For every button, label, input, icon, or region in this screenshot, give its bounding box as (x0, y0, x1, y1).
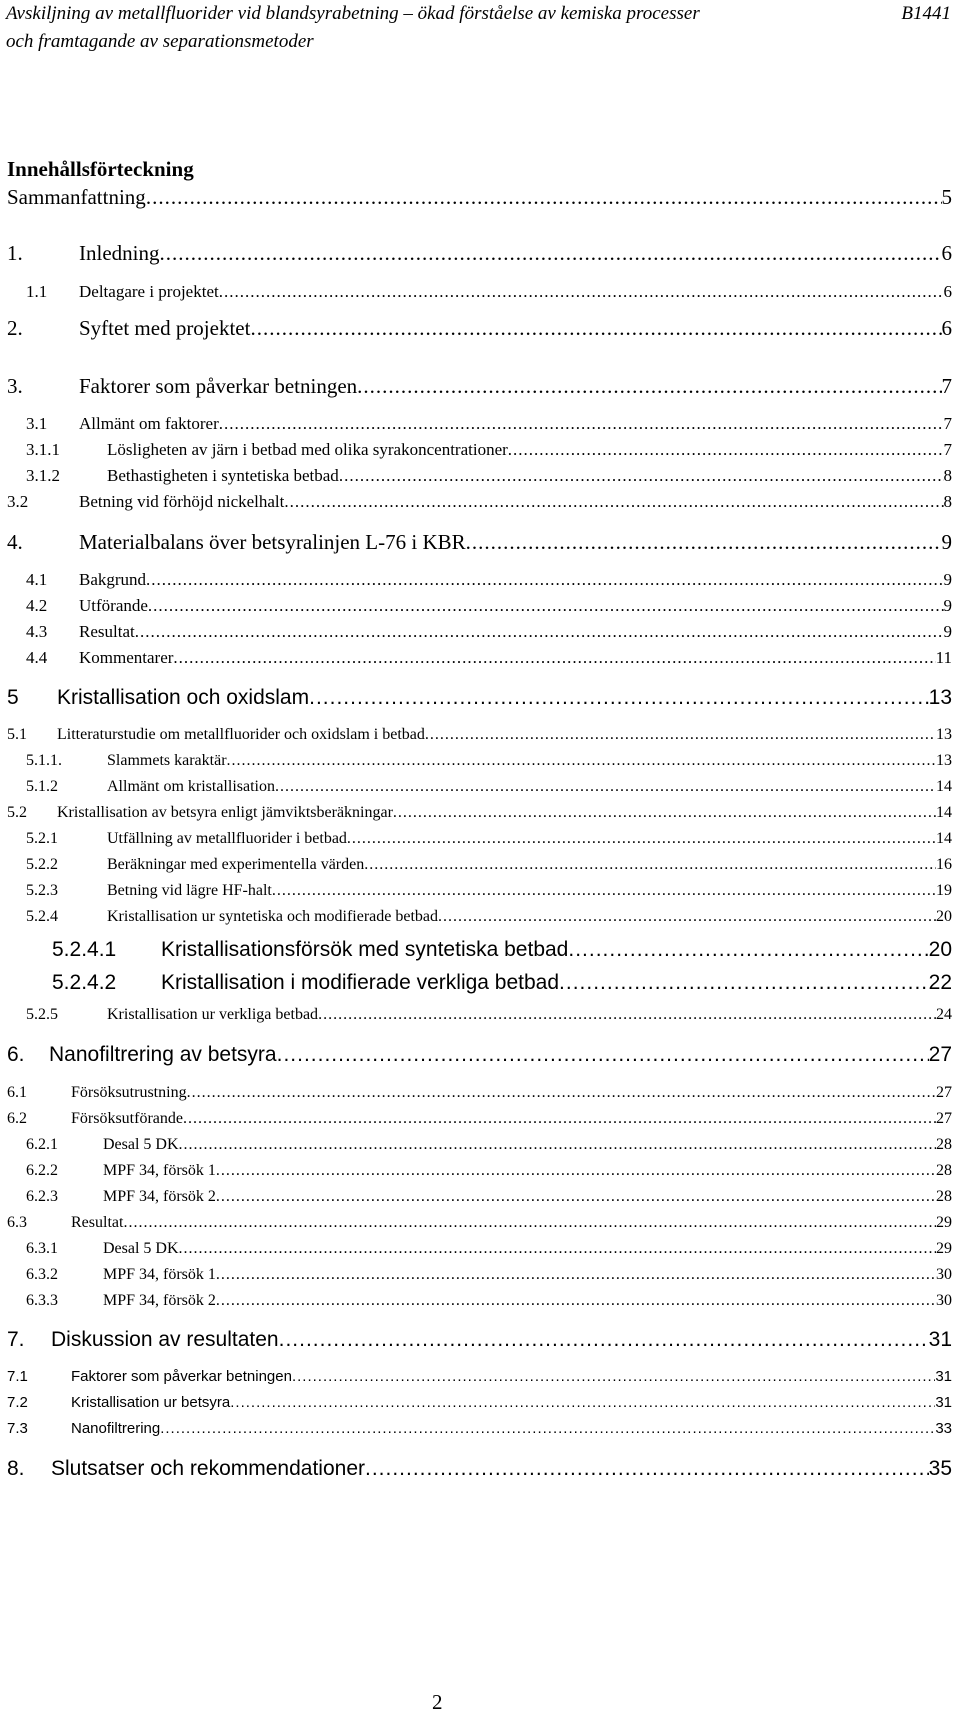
toc-entry-title: Diskussion av resultaten (51, 1328, 279, 1351)
toc-entry-page: 14 (936, 830, 952, 847)
toc-dot-leader (160, 1420, 935, 1438)
toc-entry-title: Beräkningar med experimentella värden (107, 856, 365, 873)
toc-entry-number: 5.2 (7, 804, 27, 821)
toc-entry-number: 4.3 (26, 622, 48, 641)
toc-entry-title: MPF 34, försök 2 (103, 1292, 216, 1309)
toc-entry[interactable] (26, 282, 952, 302)
toc-dot-leader (309, 685, 929, 710)
toc-entry-page: 28 (936, 1136, 952, 1153)
header-title-line-2: och framtagande av separationsmetoder (6, 31, 314, 52)
toc-dot-leader (568, 937, 928, 962)
toc-entry-number: 3.1 (26, 414, 48, 433)
toc-entry-page: 29 (936, 1240, 952, 1257)
toc-entry-title: Resultat (71, 1214, 124, 1231)
toc-heading: Innehållsförteckning (7, 157, 194, 181)
toc-entry[interactable] (26, 596, 952, 616)
toc-entry[interactable] (26, 466, 952, 486)
toc-entry-title: Kristallisation i modifierade verkliga betbad (161, 971, 560, 994)
toc-entry[interactable] (26, 414, 952, 434)
toc-entry[interactable] (26, 1187, 952, 1206)
toc-entry[interactable] (26, 1161, 952, 1180)
toc-entry[interactable] (26, 1135, 952, 1154)
toc-entry[interactable] (7, 1042, 952, 1067)
toc-entry-title: Betning vid lägre HF-halt (107, 882, 272, 899)
toc-entry-page: 13 (936, 752, 952, 769)
toc-entry-title: Utfällning av metallfluorider i betbad (107, 830, 347, 847)
toc-dot-leader (219, 282, 944, 302)
toc-entry-number: 6. (7, 1043, 25, 1066)
toc-dot-leader (347, 829, 936, 848)
toc-entry[interactable] (7, 316, 952, 341)
toc-entry-number: 7. (7, 1328, 25, 1351)
toc-entry-number: 5.1.2 (26, 778, 58, 795)
toc-entry-page: 27 (936, 1084, 952, 1101)
toc-entry-page: 28 (936, 1188, 952, 1205)
toc-entry-number: 4.2 (26, 596, 48, 615)
toc-entry[interactable] (26, 570, 952, 590)
toc-entry-page: 33 (935, 1420, 952, 1437)
toc-entry-number: 6.2.1 (26, 1136, 58, 1153)
toc-entry[interactable] (26, 907, 952, 926)
toc-entry-title: Nanofiltrering (71, 1420, 161, 1437)
toc-dot-leader (148, 596, 944, 616)
toc-entry-title: Kommentarer (79, 648, 174, 667)
toc-entry-number: 5.2.3 (26, 882, 58, 899)
toc-entry-number: 6.3.2 (26, 1266, 58, 1283)
toc-entry-number: 6.3 (7, 1214, 27, 1231)
toc-dot-leader (159, 241, 941, 266)
toc-dot-leader (339, 466, 944, 486)
toc-entry[interactable] (52, 937, 952, 962)
toc-dot-leader (227, 751, 936, 770)
toc-entry-page: 7 (941, 374, 952, 398)
toc-dot-leader (364, 855, 936, 874)
toc-entry-number: 7.1 (7, 1368, 28, 1385)
toc-entry-title: Faktorer som påverkar betningen (79, 374, 358, 398)
toc-entry-title: Desal 5 DK (103, 1240, 179, 1257)
toc-dot-leader (230, 1394, 935, 1412)
toc-entry-page: 30 (936, 1292, 952, 1309)
toc-entry-page: 27 (928, 1043, 952, 1066)
toc-entry[interactable] (7, 492, 952, 512)
toc-entry-title: Resultat (79, 622, 135, 641)
toc-entry[interactable] (26, 1291, 952, 1310)
toc-entry-number: 3.2 (7, 492, 29, 511)
toc-entry-title: Kristallisation ur syntetiska och modifierade betbad (107, 908, 439, 925)
toc-entry-page: 29 (936, 1214, 952, 1231)
toc-entry-page: 9 (943, 570, 952, 589)
toc-entry[interactable] (26, 648, 952, 668)
toc-dot-leader (187, 1083, 936, 1102)
toc-entry[interactable] (26, 1005, 952, 1024)
toc-entry[interactable] (26, 1239, 952, 1258)
toc-entry-page: 9 (943, 596, 952, 615)
toc-entry-title: Sammanfattning (7, 185, 146, 209)
toc-entry-title: Allmänt om kristallisation (107, 778, 275, 795)
toc-entry[interactable] (52, 970, 952, 995)
toc-entry-title: Allmänt om faktorer (79, 414, 219, 433)
toc-entry-number: 5.2.2 (26, 856, 58, 873)
toc-dot-leader (292, 1368, 935, 1386)
toc-entry-page: 14 (936, 804, 952, 821)
toc-entry-number: 5 (7, 686, 19, 709)
toc-entry-title: Slammets karaktär (107, 752, 227, 769)
toc-entry-page: 31 (935, 1368, 952, 1385)
toc-entry[interactable] (7, 685, 952, 710)
toc-entry-title: Kristallisation av betsyra enligt jämviktsberäkningar (57, 804, 393, 821)
toc-entry[interactable] (26, 881, 952, 900)
toc-entry-title: Kristallisationsförsök med syntetiska betbad (161, 938, 569, 961)
toc-entry-number: 1. (7, 241, 23, 265)
toc-entry-title: Lösligheten av järn i betbad med olika syrakoncentrationer (107, 440, 508, 459)
toc-dot-leader (173, 648, 935, 668)
toc-dot-leader (284, 492, 943, 512)
toc-entry-title: Kristallisation och oxidslam (57, 686, 310, 709)
toc-entry-page: 11 (935, 648, 952, 667)
toc-entry-number: 6.3.1 (26, 1240, 58, 1257)
toc-entry-page: 5 (941, 185, 952, 209)
toc-entry-title: MPF 34, försök 1 (103, 1266, 216, 1283)
toc-entry-page: 9 (943, 622, 952, 641)
toc-entry[interactable] (26, 1265, 952, 1284)
toc-entry-page: 9 (941, 530, 952, 554)
toc-entry-number: 3.1.2 (26, 466, 60, 485)
toc-entry[interactable] (7, 530, 952, 555)
toc-dot-leader (365, 1456, 929, 1481)
toc-entry-title: Faktorer som påverkar betningen (71, 1368, 292, 1385)
toc-entry-title: Försöksutrustning (71, 1084, 187, 1101)
toc-entry-page: 13 (936, 726, 952, 743)
toc-dot-leader (146, 570, 943, 590)
toc-entry[interactable] (26, 777, 952, 796)
toc-entry[interactable] (26, 751, 952, 770)
toc-entry-page: 27 (936, 1110, 952, 1127)
toc-entry-title: Bakgrund (79, 570, 147, 589)
toc-entry-page: 16 (936, 856, 952, 873)
toc-dot-leader (559, 970, 929, 995)
toc-entry-page: 7 (943, 414, 952, 433)
toc-entry[interactable] (7, 1394, 952, 1412)
toc-entry-number: 5.2.4.2 (52, 971, 117, 994)
toc-dot-leader (277, 1042, 929, 1067)
toc-dot-leader (123, 1213, 936, 1232)
toc-entry[interactable] (7, 725, 952, 744)
toc-entry-number: 6.3.3 (26, 1292, 58, 1309)
toc-entry[interactable] (26, 440, 952, 460)
toc-dot-leader (216, 1187, 936, 1206)
toc-entry-page: 14 (936, 778, 952, 795)
toc-entry-number: 7.2 (7, 1394, 28, 1411)
toc-dot-leader (135, 622, 944, 642)
toc-entry-page: 13 (928, 686, 952, 709)
toc-dot-leader (425, 725, 936, 744)
toc-entry-title: Nanofiltrering av betsyra (49, 1043, 277, 1066)
toc-entry-number: 7.3 (7, 1420, 28, 1437)
toc-entry[interactable] (7, 1368, 952, 1386)
toc-entry-number: 4.1 (26, 570, 48, 589)
toc-entry[interactable] (7, 1327, 952, 1352)
toc-entry-title: Deltagare i projektet (79, 282, 219, 301)
toc-entry-number: 5.1 (7, 726, 27, 743)
toc-entry-number: 5.2.5 (26, 1006, 58, 1023)
toc-entry[interactable] (7, 241, 952, 266)
toc-entry[interactable] (7, 1420, 952, 1438)
toc-entry-title: Kristallisation ur betsyra (71, 1394, 231, 1411)
toc-entry-page: 31 (928, 1328, 952, 1351)
toc-entry-page: 8 (943, 492, 952, 511)
toc-entry-page: 6 (941, 316, 952, 340)
toc-dot-leader (275, 777, 936, 796)
toc-entry-page: 20 (936, 908, 952, 925)
toc-entry[interactable] (7, 1213, 952, 1232)
toc-entry-number: 6.1 (7, 1084, 27, 1101)
toc-entry-title: Materialbalans över betsyralinjen L-76 i KBR (79, 530, 466, 554)
toc-entry-number: 1.1 (26, 282, 48, 301)
toc-entry-page: 7 (943, 440, 952, 459)
toc-entry-title: Bethastigheten i syntetiska betbad (107, 466, 339, 485)
toc-dot-leader (219, 414, 944, 434)
toc-entry-title: Försöksutförande (71, 1110, 183, 1127)
toc-dot-leader (250, 316, 941, 341)
toc-entry[interactable] (7, 1456, 952, 1481)
header-title-line-1: Avskiljning av metallfluorider vid blandsyrabetning – ökad förståelse av kemiska processer (6, 3, 700, 24)
toc-dot-leader (179, 1135, 936, 1154)
toc-entry[interactable] (26, 622, 952, 642)
toc-entry-title: Syftet med projektet (79, 316, 251, 340)
toc-dot-leader (146, 185, 942, 210)
toc-dot-leader (216, 1265, 936, 1284)
toc-dot-leader (279, 1327, 929, 1352)
toc-dot-leader (216, 1291, 936, 1310)
toc-entry[interactable] (7, 803, 952, 822)
toc-entry-title: MPF 34, försök 2 (103, 1188, 216, 1205)
toc-entry[interactable] (7, 1083, 952, 1102)
toc-dot-leader (393, 803, 936, 822)
toc-entry-number: 6.2 (7, 1110, 27, 1127)
toc-entry-title: Betning vid förhöjd nickelhalt (79, 492, 285, 511)
toc-entry-number: 3. (7, 374, 23, 398)
toc-entry-number: 3.1.1 (26, 440, 60, 459)
toc-dot-leader (318, 1005, 936, 1024)
page-number: 2 (432, 1690, 443, 1714)
toc-entry[interactable] (26, 855, 952, 874)
report-code: B1441 (901, 3, 951, 24)
toc-dot-leader (272, 881, 936, 900)
toc-entry-page: 6 (941, 241, 952, 265)
toc-entry-title: Desal 5 DK (103, 1136, 179, 1153)
toc-entry-title: Litteraturstudie om metallfluorider och oxidslam i betbad (57, 726, 425, 743)
toc-entry-page: 31 (935, 1394, 952, 1411)
running-header (6, 0, 951, 56)
toc-entry-page: 22 (928, 971, 952, 994)
toc-entry[interactable] (26, 829, 952, 848)
toc-entry-title: Utförande (79, 596, 148, 615)
toc-entry[interactable] (7, 185, 952, 210)
toc-dot-leader (438, 907, 936, 926)
toc-entry[interactable] (7, 374, 952, 399)
toc-entry-number: 4.4 (26, 648, 48, 667)
toc-dot-leader (466, 530, 942, 555)
toc-entry-number: 5.2.4.1 (52, 938, 117, 961)
toc-entry-page: 28 (936, 1162, 952, 1179)
toc-dot-leader (508, 440, 944, 460)
toc-entry-page: 20 (928, 938, 952, 961)
toc-entry-page: 30 (936, 1266, 952, 1283)
toc-entry-page: 6 (943, 282, 952, 301)
toc-entry-title: MPF 34, försök 1 (103, 1162, 216, 1179)
toc-dot-leader (179, 1239, 936, 1258)
toc-entry-number: 4. (7, 530, 23, 554)
toc-entry-number: 5.2.4 (26, 908, 58, 925)
toc-entry-page: 19 (936, 882, 952, 899)
toc-dot-leader (183, 1109, 936, 1128)
toc-entry-title: Inledning (79, 241, 160, 265)
toc-entry-number: 5.1.1. (26, 752, 62, 769)
toc-entry-number: 6.2.3 (26, 1188, 58, 1205)
toc-entry-page: 24 (936, 1006, 952, 1023)
toc-entry-number: 6.2.2 (26, 1162, 58, 1179)
toc-entry-number: 8. (7, 1457, 25, 1480)
toc-dot-leader (216, 1161, 936, 1180)
toc-entry-number: 5.2.1 (26, 830, 58, 847)
toc-entry-page: 8 (943, 466, 952, 485)
toc-entry-title: Slutsatser och rekommendationer (51, 1457, 365, 1480)
toc-dot-leader (357, 374, 941, 399)
toc-entry-title: Kristallisation ur verkliga betbad (107, 1006, 319, 1023)
toc-entry-number: 2. (7, 316, 23, 340)
toc-entry-page: 35 (928, 1457, 952, 1480)
toc-entry[interactable] (7, 1109, 952, 1128)
